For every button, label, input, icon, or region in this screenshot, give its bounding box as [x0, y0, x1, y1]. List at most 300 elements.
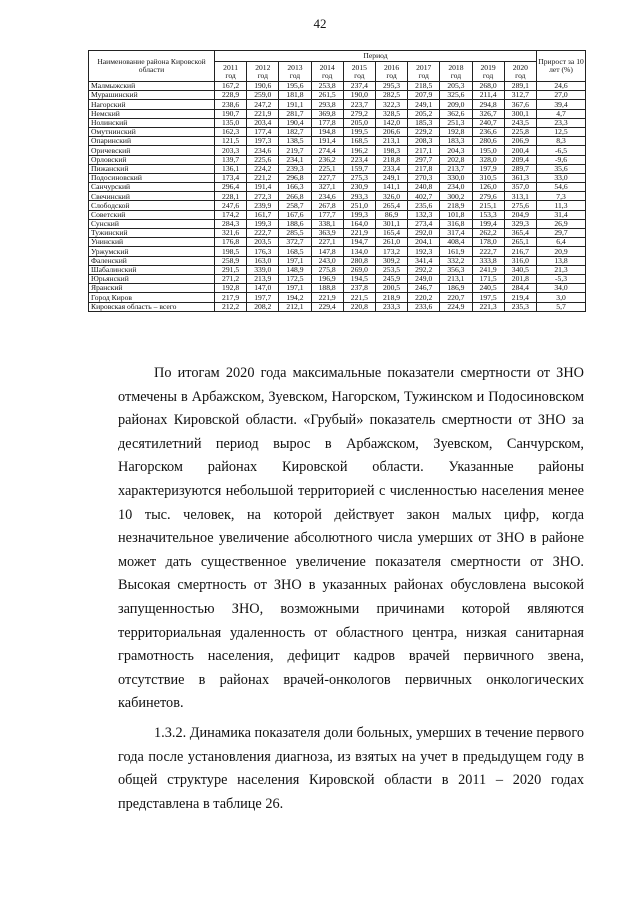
rate-cell: 249,0 — [408, 274, 440, 283]
rate-cell: 132,3 — [408, 210, 440, 219]
rate-cell: 280,6 — [472, 137, 504, 146]
rate-cell: 178,0 — [472, 238, 504, 247]
rate-cell: 291,5 — [215, 265, 247, 274]
table-row — [89, 229, 586, 238]
rate-cell: 333,8 — [472, 256, 504, 265]
district-name-cell: Немский — [89, 109, 215, 118]
rate-cell: 199,3 — [343, 210, 375, 219]
rate-cell: 204,9 — [504, 210, 536, 219]
rate-cell: 153,3 — [472, 210, 504, 219]
growth-cell: 13,8 — [537, 256, 586, 265]
district-name-cell: Санчурский — [89, 183, 215, 192]
rate-cell: 138,5 — [279, 137, 311, 146]
rate-cell: 192,8 — [215, 284, 247, 293]
table-row — [89, 109, 586, 118]
rate-cell: 328,5 — [375, 109, 407, 118]
rate-cell: 233,4 — [375, 164, 407, 173]
district-name-cell: Свечинский — [89, 192, 215, 201]
header-year — [375, 62, 407, 82]
rate-cell: 192,8 — [440, 127, 472, 136]
table-container — [88, 50, 585, 312]
district-name-cell: Уржумский — [89, 247, 215, 256]
rate-cell: 194,8 — [311, 127, 343, 136]
table-row — [89, 118, 586, 127]
rate-cell: 211,4 — [472, 91, 504, 100]
table-row — [89, 256, 586, 265]
district-name-cell: Слободской — [89, 201, 215, 210]
rate-cell: 229,4 — [311, 302, 343, 311]
rate-cell: 221,5 — [343, 293, 375, 302]
rate-cell: 202,8 — [440, 155, 472, 164]
growth-cell: 6,4 — [537, 238, 586, 247]
table-row — [89, 219, 586, 228]
district-name-cell: Пижанский — [89, 164, 215, 173]
rate-cell: 363,9 — [311, 229, 343, 238]
growth-cell: 5,7 — [537, 302, 586, 311]
rate-cell: 228,9 — [215, 91, 247, 100]
rate-cell: 325,6 — [440, 91, 472, 100]
rate-cell: 205,0 — [343, 118, 375, 127]
rate-cell: 164,0 — [343, 219, 375, 228]
rate-cell: 203,5 — [247, 238, 279, 247]
rate-cell: 148,9 — [279, 265, 311, 274]
rate-cell: 294,8 — [472, 100, 504, 109]
rate-cell: 280,8 — [343, 256, 375, 265]
rate-cell: 369,8 — [311, 109, 343, 118]
rate-cell: 236,2 — [311, 155, 343, 164]
header-year-value: 2020 — [512, 62, 528, 72]
rate-cell: 188,8 — [311, 284, 343, 293]
header-year — [279, 62, 311, 82]
header-year — [247, 62, 279, 82]
rate-cell: 408,4 — [440, 238, 472, 247]
rate-cell: 281,7 — [279, 109, 311, 118]
header-year-unit: год — [321, 70, 333, 80]
rate-cell: 289,1 — [504, 82, 536, 91]
rate-cell: 203,3 — [215, 146, 247, 155]
rate-cell: 161,9 — [440, 247, 472, 256]
table-row — [89, 265, 586, 274]
rate-cell: 165,4 — [375, 229, 407, 238]
rate-cell: 249,1 — [408, 100, 440, 109]
district-name-cell: Подосиновский — [89, 173, 215, 182]
rate-cell: 312,7 — [504, 91, 536, 100]
rate-cell: 208,3 — [408, 137, 440, 146]
header-year-unit: год — [482, 70, 494, 80]
header-year-value: 2019 — [480, 62, 496, 72]
table-row — [89, 82, 586, 91]
table-row — [89, 284, 586, 293]
growth-cell: 7,3 — [537, 192, 586, 201]
rate-cell: 168,5 — [279, 247, 311, 256]
rate-cell: 213,1 — [375, 137, 407, 146]
header-year-unit: год — [386, 70, 397, 80]
rate-cell: 168,5 — [343, 137, 375, 146]
rate-cell: 213,7 — [440, 164, 472, 173]
rate-cell: 194,7 — [343, 238, 375, 247]
rate-cell: 247,2 — [247, 100, 279, 109]
table-row — [89, 238, 586, 247]
rate-cell: 282,5 — [375, 91, 407, 100]
rate-cell: 217,8 — [408, 164, 440, 173]
table-row — [89, 293, 586, 302]
rate-cell: 141,1 — [375, 183, 407, 192]
rate-cell: 191,4 — [247, 183, 279, 192]
rate-cell: 198,5 — [215, 247, 247, 256]
rate-cell: 284,3 — [215, 219, 247, 228]
header-year — [504, 62, 536, 82]
rate-cell: 205,2 — [408, 109, 440, 118]
rate-cell: 339,0 — [247, 265, 279, 274]
rate-cell: 241,9 — [472, 265, 504, 274]
rate-cell: 274,4 — [311, 146, 343, 155]
rate-cell: 296,4 — [215, 183, 247, 192]
district-name-cell: Фаленский — [89, 256, 215, 265]
district-name-cell: Шабалинский — [89, 265, 215, 274]
header-year-unit: год — [289, 70, 301, 80]
rate-cell: 300,2 — [440, 192, 472, 201]
rate-cell: 213,1 — [440, 274, 472, 283]
rate-cell: 234,6 — [247, 146, 279, 155]
rate-cell: 326,0 — [375, 192, 407, 201]
header-year — [311, 62, 343, 82]
rate-cell: 289,7 — [504, 164, 536, 173]
rate-cell: 206,6 — [375, 127, 407, 136]
rate-cell: 181,8 — [279, 91, 311, 100]
rate-cell: 285,5 — [279, 229, 311, 238]
rate-cell: 218,9 — [375, 293, 407, 302]
rate-cell: 253,5 — [375, 265, 407, 274]
rate-cell: 341,4 — [408, 256, 440, 265]
rate-cell: 205,3 — [440, 82, 472, 91]
rate-cell: 201,8 — [504, 274, 536, 283]
rate-cell: 199,4 — [472, 219, 504, 228]
growth-cell: 27,0 — [537, 91, 586, 100]
rate-cell: 191,1 — [279, 100, 311, 109]
rate-cell: 233,3 — [375, 302, 407, 311]
rate-cell: 262,2 — [472, 229, 504, 238]
rate-cell: 249,1 — [375, 173, 407, 182]
rate-cell: 225,6 — [247, 155, 279, 164]
rate-cell: 173,2 — [375, 247, 407, 256]
rate-cell: 316,0 — [504, 256, 536, 265]
rate-cell: 174,2 — [215, 210, 247, 219]
rate-cell: 224,2 — [247, 164, 279, 173]
rate-cell: 223,7 — [343, 100, 375, 109]
rate-cell: 186,9 — [440, 284, 472, 293]
rate-cell: 237,8 — [343, 284, 375, 293]
rate-cell: 293,8 — [311, 100, 343, 109]
district-name-cell: Оричевский — [89, 146, 215, 155]
rate-cell: 238,6 — [215, 100, 247, 109]
rate-cell: 212,2 — [215, 302, 247, 311]
growth-cell: 21,3 — [537, 265, 586, 274]
growth-cell: 12,5 — [537, 127, 586, 136]
rate-cell: 234,0 — [440, 183, 472, 192]
rate-cell: 200,4 — [504, 146, 536, 155]
table-row — [89, 155, 586, 164]
table-row — [89, 183, 586, 192]
rate-cell: 216,7 — [504, 247, 536, 256]
rate-cell: 208,2 — [247, 302, 279, 311]
rate-cell: 313,1 — [504, 192, 536, 201]
rate-cell: 197,1 — [279, 284, 311, 293]
rate-cell: 261,0 — [375, 238, 407, 247]
district-name-cell: Опаринский — [89, 137, 215, 146]
rate-cell: 268,0 — [472, 82, 504, 91]
rate-cell: 361,3 — [504, 173, 536, 182]
rate-cell: 190,6 — [247, 82, 279, 91]
rate-cell: 243,0 — [311, 256, 343, 265]
rate-cell: 190,0 — [343, 91, 375, 100]
growth-cell: 34,0 — [537, 284, 586, 293]
table-row — [89, 91, 586, 100]
rate-cell: 188,6 — [279, 219, 311, 228]
rate-cell: 284,4 — [504, 284, 536, 293]
rate-cell: 204,1 — [408, 238, 440, 247]
header-year-value: 2018 — [448, 62, 464, 72]
table-row — [89, 302, 586, 311]
growth-cell: 20,9 — [537, 247, 586, 256]
rate-cell: 328,0 — [472, 155, 504, 164]
rate-cell: 300,1 — [504, 109, 536, 118]
rate-cell: 159,7 — [343, 164, 375, 173]
rate-cell: 362,6 — [440, 109, 472, 118]
rate-cell: 224,9 — [440, 302, 472, 311]
growth-cell: 4,7 — [537, 109, 586, 118]
rate-cell: 234,6 — [311, 192, 343, 201]
header-year-value: 2014 — [319, 62, 335, 72]
growth-cell: 39,4 — [537, 100, 586, 109]
district-name-cell: Кировская область – всего — [89, 302, 215, 311]
rate-cell: 246,7 — [408, 284, 440, 293]
rate-cell: 204,3 — [440, 146, 472, 155]
header-district-name: Наименование района Кировской области — [89, 51, 215, 82]
rate-cell: 173,4 — [215, 173, 247, 182]
rate-cell: 177,4 — [247, 127, 279, 136]
rate-cell: 195,6 — [279, 82, 311, 91]
rate-cell: 229,2 — [408, 127, 440, 136]
rate-cell: 199,3 — [247, 219, 279, 228]
district-name-cell: Омутнинский — [89, 127, 215, 136]
rate-cell: 147,0 — [247, 284, 279, 293]
rate-cell: 237,4 — [343, 82, 375, 91]
rate-cell: 221,9 — [343, 229, 375, 238]
rate-cell: 134,0 — [343, 247, 375, 256]
rate-cell: 183,3 — [440, 137, 472, 146]
growth-cell: 35,6 — [537, 164, 586, 173]
growth-cell: 3,0 — [537, 293, 586, 302]
rate-cell: 310,5 — [472, 173, 504, 182]
rate-cell: 167,6 — [279, 210, 311, 219]
rate-cell: 207,9 — [408, 91, 440, 100]
rate-cell: 279,2 — [343, 109, 375, 118]
growth-cell: 11,3 — [537, 201, 586, 210]
rate-cell: 292,0 — [408, 229, 440, 238]
rate-cell: 176,8 — [215, 238, 247, 247]
header-year — [343, 62, 375, 82]
rate-cell: 221,9 — [247, 109, 279, 118]
rate-cell: 234,1 — [279, 155, 311, 164]
rate-cell: 192,3 — [408, 247, 440, 256]
rate-cell: 217,9 — [215, 293, 247, 302]
rate-cell: 316,8 — [440, 219, 472, 228]
rate-cell: 236,6 — [472, 127, 504, 136]
rate-cell: 222,7 — [472, 247, 504, 256]
rate-cell: 220,8 — [343, 302, 375, 311]
rate-cell: 101,8 — [440, 210, 472, 219]
rate-cell: 275,8 — [311, 265, 343, 274]
body-text — [118, 362, 584, 816]
rate-cell: 266,8 — [279, 192, 311, 201]
rate-cell: 139,7 — [215, 155, 247, 164]
rate-cell: 309,2 — [375, 256, 407, 265]
rate-cell: 269,0 — [343, 265, 375, 274]
mortality-table — [88, 50, 586, 312]
rate-cell: 251,3 — [440, 118, 472, 127]
table-row — [89, 247, 586, 256]
rate-cell: 275,6 — [504, 201, 536, 210]
rate-cell: 296,8 — [279, 173, 311, 182]
rate-cell: 301,1 — [375, 219, 407, 228]
rate-cell: 239,3 — [279, 164, 311, 173]
rate-cell: 190,7 — [215, 109, 247, 118]
table-row — [89, 137, 586, 146]
rate-cell: 292,2 — [408, 265, 440, 274]
rate-cell: 225,8 — [504, 127, 536, 136]
rate-cell: 221,9 — [311, 293, 343, 302]
growth-cell: 31,4 — [537, 210, 586, 219]
rate-cell: 163,0 — [247, 256, 279, 265]
table-row — [89, 100, 586, 109]
rate-cell: 86,9 — [375, 210, 407, 219]
table-row — [89, 201, 586, 210]
rate-cell: 209,0 — [440, 100, 472, 109]
rate-cell: 196,2 — [343, 146, 375, 155]
rate-cell: 247,6 — [215, 201, 247, 210]
rate-cell: 218,8 — [375, 155, 407, 164]
rate-cell: 217,1 — [408, 146, 440, 155]
growth-cell: -5,3 — [537, 274, 586, 283]
header-growth: Прирост за 10 лет (%) — [537, 51, 586, 82]
district-name-cell: Нагорский — [89, 100, 215, 109]
district-name-cell: Тужинский — [89, 229, 215, 238]
header-period: Период — [215, 51, 537, 62]
rate-cell: 206,9 — [504, 137, 536, 146]
table-row — [89, 127, 586, 136]
rate-cell: 317,4 — [440, 229, 472, 238]
rate-cell: 161,7 — [247, 210, 279, 219]
rate-cell: 185,3 — [408, 118, 440, 127]
rate-cell: 142,0 — [375, 118, 407, 127]
rate-cell: 194,5 — [343, 274, 375, 283]
rate-cell: 197,1 — [279, 256, 311, 265]
growth-cell: 29,7 — [537, 229, 586, 238]
rate-cell: 213,9 — [247, 274, 279, 283]
district-name-cell: Нолинский — [89, 118, 215, 127]
rate-cell: 121,5 — [215, 137, 247, 146]
rate-cell: 327,1 — [311, 183, 343, 192]
header-year-value: 2016 — [383, 62, 400, 72]
rate-cell: 197,7 — [247, 293, 279, 302]
rate-cell: 272,3 — [247, 192, 279, 201]
rate-cell: 135,0 — [215, 118, 247, 127]
rate-cell: 357,0 — [504, 183, 536, 192]
rate-cell: 243,5 — [504, 118, 536, 127]
header-year-value: 2011 — [223, 62, 239, 72]
rate-cell: 271,2 — [215, 274, 247, 283]
rate-cell: 235,3 — [504, 302, 536, 311]
rate-cell: 172,5 — [279, 274, 311, 283]
rate-cell: 167,2 — [215, 82, 247, 91]
rate-cell: 136,1 — [215, 164, 247, 173]
rate-cell: 258,9 — [215, 256, 247, 265]
paragraph-mortality-analysis: По итогам 2020 года максимальные показатели смертности от ЗНО отмечены в Арбажском, Зуевском, Нагорском, Тужинском и Подосиновском районах Кировской области. «Грубый» показатель смертности от ЗНО за десятилетний период вырос в Арбажском, Зуевском, Санчурском, Нагорском районах Кировской области. Указанные районы характеризуются небольшой территорией с численностью населения менее 10 тыс. человек, на которой действует закон малых цифр, когда незначительное увеличение абсолютного числа умерших от ЗНО в районе может дать существенное увеличение показателя смертности от ЗНО. Высокая смертность от ЗНО в указанных районах обусловлена высокой запущенностью ЗНО, возможными причинами которой являются территориальная удаленность от областного центра, низкая санитарная грамотность населения, дефицит кадров врачей первичного звена, отсутствие в районах врачей-онкологов первичных онкологических кабинетов. — [118, 365, 584, 712]
rate-cell: 171,5 — [472, 274, 504, 283]
rate-cell: 222,7 — [247, 229, 279, 238]
rate-cell: 253,8 — [311, 82, 343, 91]
district-name-cell: Унинский — [89, 238, 215, 247]
rate-cell: 259,0 — [247, 91, 279, 100]
rate-cell: 225,1 — [311, 164, 343, 173]
rate-cell: 199,5 — [343, 127, 375, 136]
header-year-unit: год — [515, 70, 526, 80]
rate-cell: 220,7 — [440, 293, 472, 302]
table-row — [89, 173, 586, 182]
header-year-unit: год — [450, 70, 462, 80]
district-name-cell: Город Киров — [89, 293, 215, 302]
rate-cell: 212,1 — [279, 302, 311, 311]
rate-cell: 195,0 — [472, 146, 504, 155]
rate-cell: 233,6 — [408, 302, 440, 311]
rate-cell: 228,1 — [215, 192, 247, 201]
rate-cell: 219,4 — [504, 293, 536, 302]
header-year-value: 2015 — [351, 62, 367, 72]
header-year-unit: год — [225, 70, 236, 80]
header-year-value: 2013 — [287, 62, 303, 72]
rate-cell: 275,3 — [343, 173, 375, 182]
growth-cell: 33,0 — [537, 173, 586, 182]
rate-cell: 279,6 — [472, 192, 504, 201]
rate-cell: 196,9 — [311, 274, 343, 283]
rate-cell: 330,0 — [440, 173, 472, 182]
rate-cell: 198,3 — [375, 146, 407, 155]
rate-cell: 273,4 — [408, 219, 440, 228]
rate-cell: 182,7 — [279, 127, 311, 136]
header-year-unit: год — [418, 70, 429, 80]
rate-cell: 297,7 — [408, 155, 440, 164]
rate-cell: 177,7 — [311, 210, 343, 219]
table-row — [89, 210, 586, 219]
rate-cell: 293,3 — [343, 192, 375, 201]
district-name-cell: Сунский — [89, 219, 215, 228]
rate-cell: 261,5 — [311, 91, 343, 100]
table-row — [89, 274, 586, 283]
header-year-value: 2012 — [255, 62, 271, 72]
growth-cell: 23,3 — [537, 118, 586, 127]
rate-cell: 223,4 — [343, 155, 375, 164]
district-name-cell: Яранский — [89, 284, 215, 293]
rate-cell: 219,7 — [279, 146, 311, 155]
table-body — [89, 82, 586, 312]
rate-cell: 321,6 — [215, 229, 247, 238]
rate-cell: 162,3 — [215, 127, 247, 136]
rate-cell: 356,3 — [440, 265, 472, 274]
rate-cell: 239,9 — [247, 201, 279, 210]
rate-cell: 147,8 — [311, 247, 343, 256]
growth-cell: 24,6 — [537, 82, 586, 91]
rate-cell: 218,9 — [440, 201, 472, 210]
